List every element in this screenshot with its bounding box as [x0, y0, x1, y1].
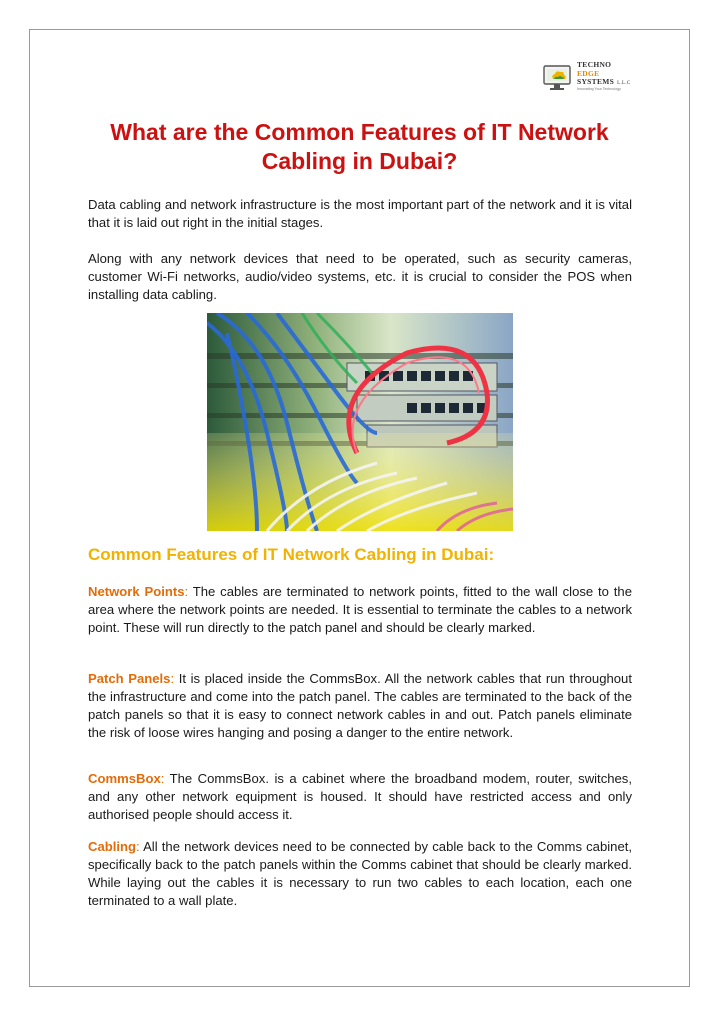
feature-text: All the network devices need to be connected by cable back to the Comms cabinet, specifically back to the patch panels within the Comms cabinet that should be clearly marked. While laying out the cables it is necessary to run two cables to each location, each one terminated to a wall plate.	[88, 839, 632, 908]
network-cabling-photo	[207, 313, 513, 531]
feature-colon: :	[160, 771, 165, 786]
logo-tagline: Innovating Your Technology	[577, 87, 621, 91]
logo-monitor-icon	[542, 63, 574, 93]
feature-term: Cabling	[88, 839, 137, 854]
page-title: What are the Common Features of IT Network Cabling in Dubai?	[110, 119, 609, 174]
feature-colon: :	[184, 584, 189, 599]
feature-text: The CommsBox. is a cabinet where the broadband modem, router, switches, and any other network equipment is housed. It should have restricted access and only authorised people should access it.	[88, 771, 632, 822]
feature-network-points	[88, 583, 632, 637]
feature-term: Patch Panels	[88, 671, 171, 686]
logo-line-3-text: SYSTEMS	[577, 77, 615, 86]
logo-line-2: EDGE	[577, 68, 600, 78]
feature-patch-panels	[88, 670, 632, 742]
logo-line-1: TECHNO	[577, 60, 612, 69]
feature-text: The cables are terminated to network points, fitted to the wall close to the area where the network points are needed. It is essential to terminate the cables to a network point. These will run directly to the patch panel and should be clearly marked.	[88, 584, 632, 635]
feature-term: CommsBox	[88, 771, 161, 786]
feature-colon: :	[136, 839, 140, 854]
logo-suffix: L.L.C	[617, 81, 631, 86]
section-heading: Common Features of IT Network Cabling in Dubai:	[88, 545, 495, 564]
feature-text: It is placed inside the CommsBox. All the network cables that run throughout the infrastructure and come into the patch panel. The cables are terminated to the back of the patch panels so that it is easy to connect network cables in and out. Patch panels eliminate the risk of loose wires hanging and posing a danger to the entire network.	[88, 671, 632, 740]
feature-cabling	[88, 838, 632, 910]
feature-term: Network Points	[88, 584, 185, 599]
feature-colon: :	[170, 671, 175, 686]
logo-wordmark	[577, 61, 631, 89]
company-logo	[542, 61, 652, 95]
intro-paragraph-1: Data cabling and network infrastructure is the most important part of the network and it is vital that it is laid out right in the initial stages.	[88, 197, 632, 230]
intro-paragraph-2: Along with any network devices that need to be operated, such as security cameras, customer Wi-Fi networks, audio/video systems, etc. it is crucial to consider the POS when installing data cabling.	[88, 251, 632, 302]
feature-commsbox	[88, 770, 632, 824]
